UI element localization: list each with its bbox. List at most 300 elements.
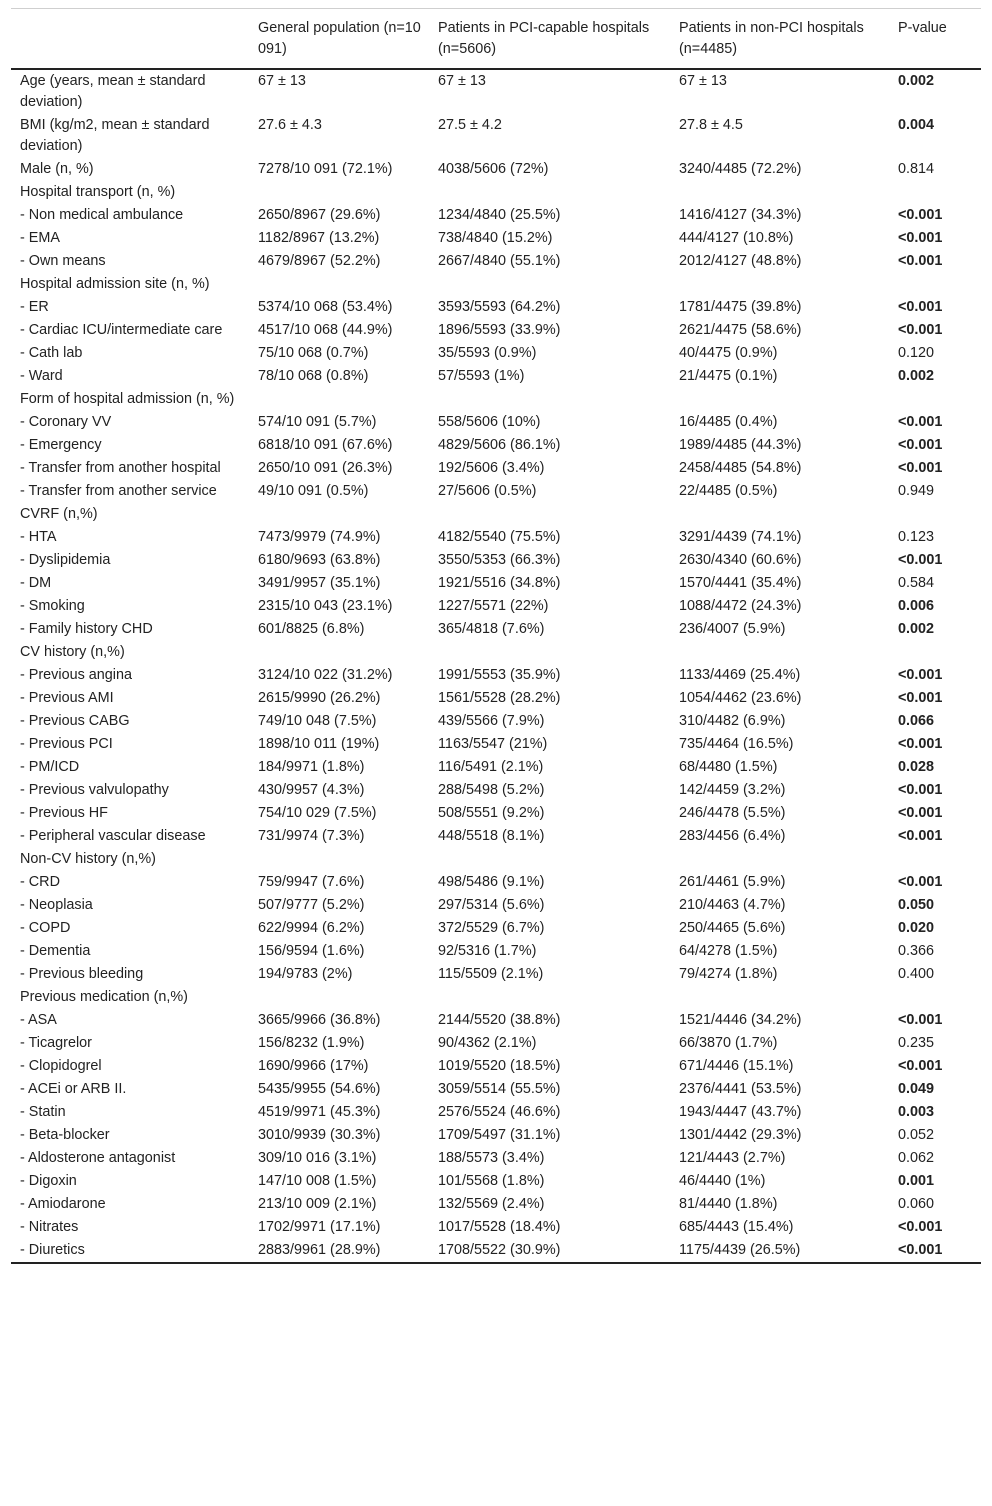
p-value-cell: <0.001	[898, 782, 943, 798]
table-row	[11, 1055, 981, 1078]
row-label: Hospital transport (n, %)	[20, 184, 176, 200]
pci-capable-cell	[429, 848, 670, 871]
table-row	[11, 1239, 981, 1263]
general-population-cell: 3124/10 022 (31.2%)	[258, 667, 393, 683]
general-population-cell: 731/9974 (7.3%)	[258, 828, 365, 844]
row-label: - Non medical ambulance	[20, 207, 184, 223]
table-row	[11, 1009, 981, 1032]
non-pci-cell: 444/4127 (10.8%)	[679, 230, 794, 246]
pci-capable-cell: 2667/4840 (55.1%)	[438, 253, 561, 269]
general-population-cell: 4517/10 068 (44.9%)	[258, 322, 393, 338]
pci-capable-cell: 297/5314 (5.6%)	[438, 897, 545, 913]
general-population-cell: 749/10 048 (7.5%)	[258, 713, 377, 729]
table-row	[11, 779, 981, 802]
pci-capable-cell: 92/5316 (1.7%)	[438, 943, 537, 959]
row-label: - Coronary VV	[20, 414, 112, 430]
pci-capable-cell	[429, 181, 670, 204]
non-pci-cell: 1521/4446 (34.2%)	[679, 1012, 802, 1028]
row-label: - PM/ICD	[20, 759, 80, 775]
table-row	[11, 342, 981, 365]
table-row	[11, 365, 981, 388]
row-label: Hospital admission site (n, %)	[20, 276, 210, 292]
pci-capable-cell: 1991/5553 (35.9%)	[438, 667, 561, 683]
general-population-cell: 574/10 091 (5.7%)	[258, 414, 377, 430]
pci-capable-cell: 3593/5593 (64.2%)	[438, 299, 561, 315]
table-row	[11, 664, 981, 687]
p-value-cell: 0.050	[898, 897, 935, 913]
table-row	[11, 940, 981, 963]
table-row	[11, 917, 981, 940]
p-value-cell: 0.004	[898, 117, 935, 133]
pci-capable-cell: 4038/5606 (72%)	[438, 161, 549, 177]
non-pci-cell: 142/4459 (3.2%)	[679, 782, 786, 798]
pci-capable-cell: 3059/5514 (55.5%)	[438, 1081, 561, 1097]
general-population-cell: 49/10 091 (0.5%)	[258, 483, 369, 499]
pci-capable-cell: 132/5569 (2.4%)	[438, 1196, 545, 1212]
table-row	[11, 181, 981, 204]
general-population-cell: 309/10 016 (3.1%)	[258, 1150, 377, 1166]
general-population-cell: 4519/9971 (45.3%)	[258, 1104, 381, 1120]
p-value-cell: <0.001	[898, 552, 943, 568]
header-non-pci: Patients in non-PCI hospitals (n=4485)	[679, 20, 864, 57]
general-population-cell: 5435/9955 (54.6%)	[258, 1081, 381, 1097]
table-row	[11, 687, 981, 710]
row-label: Non-CV history (n,%)	[20, 851, 156, 867]
non-pci-cell: 236/4007 (5.9%)	[679, 621, 786, 637]
table-row	[11, 1032, 981, 1055]
row-label: - CRD	[20, 874, 60, 890]
row-label: BMI (kg/m2, mean ± standard deviation)	[20, 117, 210, 154]
row-label: - DM	[20, 575, 52, 591]
row-label: - Statin	[20, 1104, 66, 1120]
pci-capable-cell: 3550/5353 (66.3%)	[438, 552, 561, 568]
p-value-cell	[889, 641, 981, 664]
table-row	[11, 434, 981, 457]
row-label: - Digoxin	[20, 1173, 77, 1189]
row-label: - Diuretics	[20, 1242, 85, 1258]
pci-capable-cell: 1017/5528 (18.4%)	[438, 1219, 561, 1235]
p-value-cell: <0.001	[898, 322, 943, 338]
table-row	[11, 825, 981, 848]
row-label: - Ticagrelor	[20, 1035, 92, 1051]
non-pci-cell	[670, 273, 889, 296]
p-value-cell	[889, 848, 981, 871]
p-value-cell: <0.001	[898, 230, 943, 246]
non-pci-cell: 81/4440 (1.8%)	[679, 1196, 778, 1212]
row-label: - Previous bleeding	[20, 966, 144, 982]
row-label: - Clopidogrel	[20, 1058, 102, 1074]
general-population-cell: 754/10 029 (7.5%)	[258, 805, 377, 821]
row-label: - ER	[20, 299, 49, 315]
general-population-cell	[249, 848, 429, 871]
table-row	[11, 388, 981, 411]
non-pci-cell: 210/4463 (4.7%)	[679, 897, 786, 913]
p-value-cell: 0.006	[898, 598, 935, 614]
pci-capable-cell: 4829/5606 (86.1%)	[438, 437, 561, 453]
non-pci-cell	[670, 503, 889, 526]
row-label: CV history (n,%)	[20, 644, 125, 660]
row-label: Previous medication (n,%)	[20, 989, 188, 1005]
row-label: - Transfer from another hospital	[20, 460, 221, 476]
p-value-cell: <0.001	[898, 437, 943, 453]
pci-capable-cell: 27/5606 (0.5%)	[438, 483, 537, 499]
row-label: - ASA	[20, 1012, 57, 1028]
table-row	[11, 503, 981, 526]
non-pci-cell	[670, 181, 889, 204]
p-value-cell: <0.001	[898, 460, 943, 476]
non-pci-cell: 250/4465 (5.6%)	[679, 920, 786, 936]
pci-capable-cell: 448/5518 (8.1%)	[438, 828, 545, 844]
general-population-cell: 601/8825 (6.8%)	[258, 621, 365, 637]
pci-capable-cell: 115/5509 (2.1%)	[438, 966, 544, 982]
general-population-cell: 156/9594 (1.6%)	[258, 943, 365, 959]
non-pci-cell: 1570/4441 (35.4%)	[679, 575, 802, 591]
table-row	[11, 733, 981, 756]
general-population-cell: 5374/10 068 (53.4%)	[258, 299, 393, 315]
pci-capable-cell: 1921/5516 (34.8%)	[438, 575, 561, 591]
p-value-cell: 0.584	[898, 575, 935, 591]
row-label: - COPD	[20, 920, 71, 936]
pci-capable-cell: 1709/5497 (31.1%)	[438, 1127, 561, 1143]
pci-capable-cell: 27.5 ± 4.2	[438, 117, 502, 133]
general-population-cell: 7278/10 091 (72.1%)	[258, 161, 393, 177]
table-row	[11, 411, 981, 434]
general-population-cell: 3010/9939 (30.3%)	[258, 1127, 381, 1143]
p-value-cell: 0.002	[898, 621, 935, 637]
row-label: - Previous valvulopathy	[20, 782, 169, 798]
row-label: - Own means	[20, 253, 106, 269]
p-value-cell	[889, 986, 981, 1009]
general-population-cell	[249, 388, 429, 411]
pci-capable-cell	[429, 503, 670, 526]
pci-capable-cell: 558/5606 (10%)	[438, 414, 541, 430]
general-population-cell	[249, 503, 429, 526]
pci-capable-cell	[429, 641, 670, 664]
table-body	[11, 69, 981, 1263]
non-pci-cell: 2458/4485 (54.8%)	[679, 460, 802, 476]
general-population-cell: 2615/9990 (26.2%)	[258, 690, 381, 706]
pci-capable-cell: 101/5568 (1.8%)	[438, 1173, 545, 1189]
non-pci-cell: 64/4278 (1.5%)	[679, 943, 778, 959]
p-value-cell: <0.001	[898, 1058, 943, 1074]
table-row	[11, 158, 981, 181]
p-value-cell: 0.028	[898, 759, 935, 775]
pci-capable-cell: 288/5498 (5.2%)	[438, 782, 545, 798]
p-value-cell: <0.001	[898, 805, 943, 821]
pci-capable-cell: 439/5566 (7.9%)	[438, 713, 545, 729]
p-value-cell: <0.001	[898, 1219, 943, 1235]
non-pci-cell: 22/4485 (0.5%)	[679, 483, 778, 499]
row-label: - Dementia	[20, 943, 91, 959]
non-pci-cell: 3240/4485 (72.2%)	[679, 161, 802, 177]
pci-capable-cell: 1234/4840 (25.5%)	[438, 207, 561, 223]
pci-capable-cell: 1227/5571 (22%)	[438, 598, 549, 614]
pci-capable-cell	[429, 986, 670, 1009]
row-label: - EMA	[20, 230, 60, 246]
row-label: - Previous angina	[20, 667, 132, 683]
table-row	[11, 802, 981, 825]
p-value-cell: 0.003	[898, 1104, 935, 1120]
general-population-cell: 78/10 068 (0.8%)	[258, 368, 369, 384]
row-label: - HTA	[20, 529, 57, 545]
pci-capable-cell: 1561/5528 (28.2%)	[438, 690, 561, 706]
p-value-cell: <0.001	[898, 874, 943, 890]
table-row	[11, 710, 981, 733]
p-value-cell: <0.001	[898, 690, 943, 706]
non-pci-cell	[670, 848, 889, 871]
pci-capable-cell: 372/5529 (6.7%)	[438, 920, 545, 936]
non-pci-cell: 40/4475 (0.9%)	[679, 345, 778, 361]
table-row	[11, 250, 981, 273]
table-row	[11, 549, 981, 572]
table-row	[11, 894, 981, 917]
general-population-cell	[249, 986, 429, 1009]
general-population-cell: 6818/10 091 (67.6%)	[258, 437, 393, 453]
table-row	[11, 273, 981, 296]
table-row	[11, 1170, 981, 1193]
non-pci-cell: 3291/4439 (74.1%)	[679, 529, 802, 545]
general-population-cell: 213/10 009 (2.1%)	[258, 1196, 377, 1212]
non-pci-cell: 1989/4485 (44.3%)	[679, 437, 802, 453]
non-pci-cell: 1943/4447 (43.7%)	[679, 1104, 802, 1120]
p-value-cell: 0.001	[898, 1173, 935, 1189]
row-label: - Neoplasia	[20, 897, 93, 913]
row-label: - Cardiac ICU/intermediate care	[20, 322, 223, 338]
header-label	[11, 9, 249, 70]
pci-capable-cell: 35/5593 (0.9%)	[438, 345, 537, 361]
p-value-cell: 0.123	[898, 529, 935, 545]
table-row	[11, 1147, 981, 1170]
non-pci-cell: 310/4482 (6.9%)	[679, 713, 786, 729]
non-pci-cell: 261/4461 (5.9%)	[679, 874, 786, 890]
p-value-cell: <0.001	[898, 299, 943, 315]
table-row	[11, 618, 981, 641]
general-population-cell: 2650/10 091 (26.3%)	[258, 460, 393, 476]
general-population-cell: 6180/9693 (63.8%)	[258, 552, 381, 568]
non-pci-cell: 46/4440 (1%)	[679, 1173, 766, 1189]
table-row	[11, 756, 981, 779]
baseline-characteristics-table	[11, 8, 981, 1264]
p-value-cell: 0.049	[898, 1081, 935, 1097]
general-population-cell: 507/9777 (5.2%)	[258, 897, 365, 913]
non-pci-cell: 685/4443 (15.4%)	[679, 1219, 794, 1235]
row-label: - Amiodarone	[20, 1196, 106, 1212]
table-row	[11, 526, 981, 549]
pci-capable-cell: 365/4818 (7.6%)	[438, 621, 545, 637]
p-value-cell: 0.060	[898, 1196, 935, 1212]
pci-capable-cell: 90/4362 (2.1%)	[438, 1035, 537, 1051]
row-label: - Aldosterone antagonist	[20, 1150, 176, 1166]
table-row	[11, 1124, 981, 1147]
general-population-cell: 67 ± 13	[258, 73, 306, 89]
general-population-cell: 194/9783 (2%)	[258, 966, 353, 982]
pci-capable-cell: 738/4840 (15.2%)	[438, 230, 553, 246]
non-pci-cell: 16/4485 (0.4%)	[679, 414, 778, 430]
non-pci-cell: 671/4446 (15.1%)	[679, 1058, 794, 1074]
header-p-value: P-value	[898, 20, 947, 36]
non-pci-cell: 246/4478 (5.5%)	[679, 805, 786, 821]
table-row	[11, 114, 981, 158]
row-label: - Ward	[20, 368, 63, 384]
p-value-cell: 0.002	[898, 368, 935, 384]
general-population-cell: 2883/9961 (28.9%)	[258, 1242, 381, 1258]
non-pci-cell: 21/4475 (0.1%)	[679, 368, 778, 384]
table-row	[11, 1193, 981, 1216]
pci-capable-cell: 2144/5520 (38.8%)	[438, 1012, 561, 1028]
p-value-cell: 0.814	[898, 161, 935, 177]
non-pci-cell: 283/4456 (6.4%)	[679, 828, 786, 844]
row-label: - Peripheral vascular disease	[20, 828, 206, 844]
table-row	[11, 227, 981, 250]
row-label: - Previous PCI	[20, 736, 113, 752]
non-pci-cell: 1175/4439 (26.5%)	[679, 1242, 801, 1258]
table-row	[11, 641, 981, 664]
general-population-cell: 1690/9966 (17%)	[258, 1058, 369, 1074]
pci-capable-cell: 57/5593 (1%)	[438, 368, 525, 384]
table-row	[11, 572, 981, 595]
general-population-cell: 1898/10 011 (19%)	[258, 736, 380, 752]
table-container	[11, 8, 981, 1264]
row-label: - Previous AMI	[20, 690, 114, 706]
p-value-cell: 0.949	[898, 483, 935, 499]
general-population-cell: 2650/8967 (29.6%)	[258, 207, 381, 223]
general-population-cell: 147/10 008 (1.5%)	[258, 1173, 377, 1189]
row-label: - Nitrates	[20, 1219, 79, 1235]
pci-capable-cell: 1019/5520 (18.5%)	[438, 1058, 561, 1074]
table-row	[11, 986, 981, 1009]
table-row	[11, 480, 981, 503]
p-value-cell: <0.001	[898, 207, 943, 223]
general-population-cell: 1702/9971 (17.1%)	[258, 1219, 381, 1235]
row-label: Male (n, %)	[20, 161, 94, 177]
pci-capable-cell: 192/5606 (3.4%)	[438, 460, 545, 476]
non-pci-cell	[670, 641, 889, 664]
general-population-cell	[249, 641, 429, 664]
non-pci-cell: 67 ± 13	[679, 73, 727, 89]
p-value-cell	[889, 388, 981, 411]
p-value-cell: 0.235	[898, 1035, 935, 1051]
non-pci-cell: 27.8 ± 4.5	[679, 117, 743, 133]
pci-capable-cell: 1163/5547 (21%)	[438, 736, 548, 752]
non-pci-cell: 66/3870 (1.7%)	[679, 1035, 778, 1051]
table-row	[11, 296, 981, 319]
non-pci-cell: 121/4443 (2.7%)	[679, 1150, 786, 1166]
header-general-population: General population (n=10 091)	[258, 20, 421, 57]
table-header	[11, 9, 981, 70]
table-row	[11, 848, 981, 871]
non-pci-cell: 735/4464 (16.5%)	[679, 736, 794, 752]
pci-capable-cell: 2576/5524 (46.6%)	[438, 1104, 561, 1120]
non-pci-cell: 2630/4340 (60.6%)	[679, 552, 802, 568]
table-row	[11, 595, 981, 618]
p-value-cell: 0.002	[898, 73, 935, 89]
p-value-cell: 0.366	[898, 943, 935, 959]
non-pci-cell	[670, 986, 889, 1009]
non-pci-cell: 1088/4472 (24.3%)	[679, 598, 802, 614]
p-value-cell: <0.001	[898, 253, 943, 269]
table-row	[11, 871, 981, 894]
p-value-cell: <0.001	[898, 414, 943, 430]
pci-capable-cell: 67 ± 13	[438, 73, 486, 89]
row-label: - Emergency	[20, 437, 102, 453]
general-population-cell: 3665/9966 (36.8%)	[258, 1012, 381, 1028]
general-population-cell: 2315/10 043 (23.1%)	[258, 598, 393, 614]
general-population-cell: 4679/8967 (52.2%)	[258, 253, 381, 269]
row-label: - Previous CABG	[20, 713, 130, 729]
general-population-cell: 430/9957 (4.3%)	[258, 782, 365, 798]
p-value-cell: 0.052	[898, 1127, 935, 1143]
pci-capable-cell	[429, 388, 670, 411]
general-population-cell	[249, 273, 429, 296]
pci-capable-cell: 188/5573 (3.4%)	[438, 1150, 545, 1166]
p-value-cell	[889, 503, 981, 526]
row-label: - Dyslipidemia	[20, 552, 111, 568]
row-label: - Smoking	[20, 598, 85, 614]
non-pci-cell: 1301/4442 (29.3%)	[679, 1127, 802, 1143]
p-value-cell: 0.020	[898, 920, 935, 936]
table-row	[11, 1216, 981, 1239]
pci-capable-cell: 1896/5593 (33.9%)	[438, 322, 561, 338]
non-pci-cell: 1416/4127 (34.3%)	[679, 207, 802, 223]
non-pci-cell	[670, 388, 889, 411]
p-value-cell: 0.066	[898, 713, 935, 729]
table-row	[11, 963, 981, 986]
non-pci-cell: 1133/4469 (25.4%)	[679, 667, 801, 683]
table-row	[11, 319, 981, 342]
non-pci-cell: 2621/4475 (58.6%)	[679, 322, 802, 338]
header-pci-capable: Patients in PCI-capable hospitals (n=5606)	[438, 20, 650, 57]
general-population-cell: 184/9971 (1.8%)	[258, 759, 365, 775]
general-population-cell: 3491/9957 (35.1%)	[258, 575, 381, 591]
general-population-cell: 622/9994 (6.2%)	[258, 920, 365, 936]
p-value-cell: 0.120	[898, 345, 935, 361]
general-population-cell: 7473/9979 (74.9%)	[258, 529, 381, 545]
non-pci-cell: 79/4274 (1.8%)	[679, 966, 778, 982]
row-label: - Previous HF	[20, 805, 108, 821]
row-label: - Cath lab	[20, 345, 83, 361]
table-row	[11, 204, 981, 227]
row-label: - Beta-blocker	[20, 1127, 110, 1143]
p-value-cell: <0.001	[898, 1242, 943, 1258]
general-population-cell	[249, 181, 429, 204]
p-value-cell: <0.001	[898, 1012, 943, 1028]
general-population-cell: 1182/8967 (13.2%)	[258, 230, 380, 246]
general-population-cell: 156/8232 (1.9%)	[258, 1035, 365, 1051]
table-row	[11, 1078, 981, 1101]
row-label: - ACEi or ARB II.	[20, 1081, 127, 1097]
p-value-cell: <0.001	[898, 667, 943, 683]
row-label: Form of hospital admission (n, %)	[20, 391, 235, 407]
p-value-cell	[889, 273, 981, 296]
header-row	[11, 9, 981, 70]
table-row	[11, 69, 981, 114]
general-population-cell: 75/10 068 (0.7%)	[258, 345, 369, 361]
p-value-cell: 0.062	[898, 1150, 935, 1166]
non-pci-cell: 2012/4127 (48.8%)	[679, 253, 802, 269]
non-pci-cell: 1781/4475 (39.8%)	[679, 299, 802, 315]
row-label: CVRF (n,%)	[20, 506, 98, 522]
table-row	[11, 1101, 981, 1124]
p-value-cell: <0.001	[898, 828, 943, 844]
general-population-cell: 759/9947 (7.6%)	[258, 874, 365, 890]
p-value-cell: 0.400	[898, 966, 935, 982]
row-label: - Transfer from another service	[20, 483, 217, 499]
pci-capable-cell: 498/5486 (9.1%)	[438, 874, 545, 890]
p-value-cell: <0.001	[898, 736, 943, 752]
pci-capable-cell: 1708/5522 (30.9%)	[438, 1242, 561, 1258]
pci-capable-cell: 508/5551 (9.2%)	[438, 805, 545, 821]
row-label: Age (years, mean ± standard deviation)	[20, 73, 206, 110]
